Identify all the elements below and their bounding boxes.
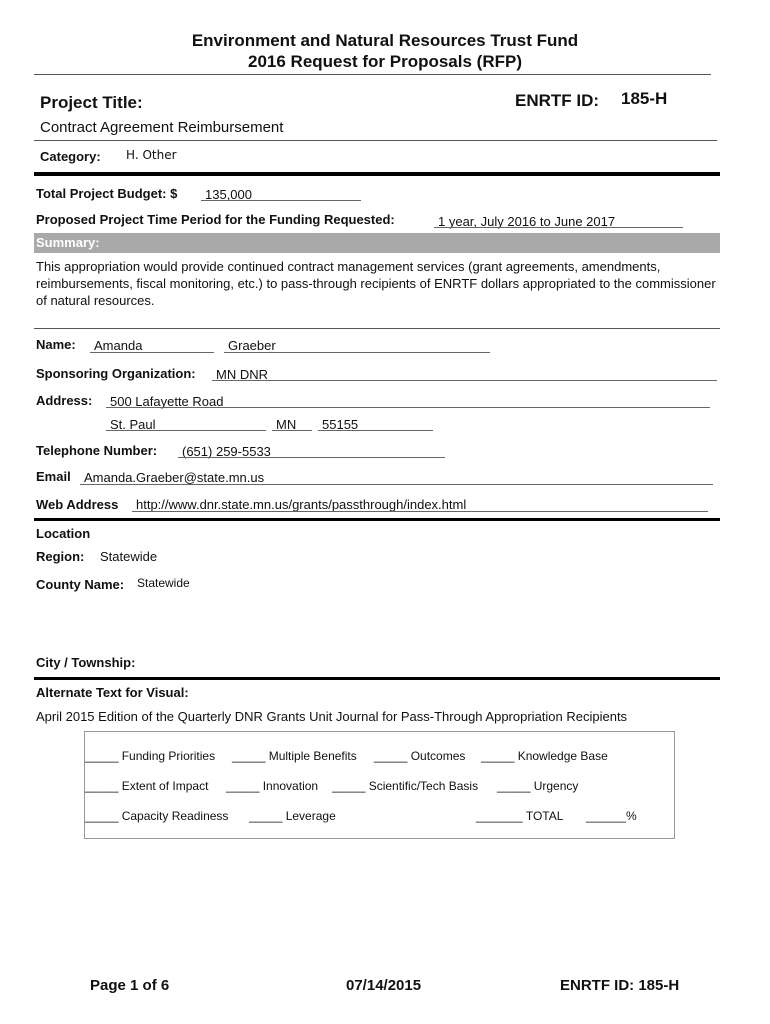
contact-thick-rule — [34, 518, 720, 521]
document-subtitle: 2016 Request for Proposals (RFP) — [248, 52, 522, 71]
period-value: 1 year, July 2016 to June 2017 — [438, 214, 616, 229]
last-name-underline — [224, 352, 490, 353]
summary-bar — [34, 233, 720, 253]
footer-page: Page 1 of 6 — [90, 977, 170, 994]
score-extent-of-impact: _____ Extent of Impact — [85, 779, 209, 793]
city-value: St. Paul — [110, 417, 156, 432]
email-label: Email — [36, 469, 71, 484]
score-innovation: _____ Innovation — [226, 779, 319, 793]
phone-label: Telephone Number: — [36, 443, 158, 458]
org-value: MN DNR — [216, 367, 268, 382]
visual-text: April 2015 Edition of the Quarterly DNR Grants Unit Journal for Pass-Through Appropriation Recipients — [36, 709, 628, 724]
region-value: Statewide — [100, 549, 158, 564]
score-leverage: _____ Leverage — [249, 809, 336, 823]
state-value: MN — [276, 417, 297, 432]
summary-text: This appropriation would provide continued contract management services (grant agreements, amendments, reimbursements, fiscal monitoring, etc.) to pass-through recipients of ENRTF dollars appropriated to the commissioner of natural resources. — [36, 259, 716, 308]
address-label: Address: — [36, 393, 93, 408]
org-underline — [212, 380, 717, 381]
street-value: 500 Lafayette Road — [110, 394, 224, 409]
email-value: Amanda.Graeber@state.mn.us — [84, 470, 265, 485]
category-label: Category: — [40, 149, 101, 164]
zip-underline — [318, 430, 433, 431]
budget-label: Total Project Budget: $ — [36, 186, 178, 201]
name-label: Name: — [36, 337, 76, 352]
category-thick-rule — [34, 172, 720, 176]
document-title: Environment and Natural Resources Trust Fund — [191, 31, 579, 50]
region-label: Region: — [36, 549, 85, 564]
score-total: _______ TOTAL — [476, 809, 564, 823]
location-heading: Location — [36, 526, 91, 541]
web-label: Web Address — [36, 497, 119, 512]
score-outcomes: _____ Outcomes — [374, 749, 466, 763]
score-knowledge-base: _____ Knowledge Base — [481, 749, 608, 763]
header-rule — [34, 74, 711, 75]
zip-value: 55155 — [322, 417, 359, 432]
city-underline — [106, 430, 266, 431]
county-label: County Name: — [36, 577, 125, 592]
project-title-value: Contract Agreement Reimbursement — [40, 119, 284, 136]
enrtf-id-label: ENRTF ID: — [515, 91, 600, 110]
email-underline — [80, 484, 713, 485]
footer-date: 07/14/2015 — [346, 977, 422, 994]
web-value: http://www.dnr.state.mn.us/grants/passthrough/index.html — [136, 497, 467, 512]
phone-value: (651) 259-5533 — [182, 444, 271, 459]
project-title-label: Project Title: — [40, 93, 143, 112]
org-label: Sponsoring Organization: — [36, 366, 196, 381]
score-funding-priorities: _____ Funding Priorities — [85, 749, 216, 763]
budget-underline — [201, 200, 361, 201]
budget-value: 135,000 — [205, 187, 252, 202]
street-underline — [106, 407, 710, 408]
summary-label: Summary: — [36, 235, 100, 250]
web-underline — [132, 511, 708, 512]
location-thick-rule — [34, 677, 720, 680]
score-capacity-readiness: _____ Capacity Readiness — [85, 809, 229, 823]
visual-label: Alternate Text for Visual: — [36, 685, 189, 700]
county-value: Statewide — [137, 576, 190, 590]
enrtf-id-value: 185-H — [621, 89, 668, 108]
first-name-underline — [90, 352, 214, 353]
last-name-value: Graeber — [228, 338, 276, 353]
state-underline — [272, 430, 312, 431]
footer-enrtf-id: ENRTF ID: 185-H — [560, 977, 680, 994]
city-township-label: City / Township: — [36, 655, 136, 670]
title-rule — [34, 140, 717, 141]
score-multiple-benefits: _____ Multiple Benefits — [232, 749, 357, 763]
summary-rule — [34, 328, 720, 329]
period-underline — [434, 227, 683, 228]
first-name-value: Amanda — [94, 338, 143, 353]
period-label: Proposed Project Time Period for the Funding Requested: — [36, 212, 395, 227]
score-percent: ______% — [586, 809, 637, 823]
category-value: H. Other — [126, 148, 177, 162]
score-urgency: _____ Urgency — [497, 779, 579, 793]
phone-underline — [178, 457, 445, 458]
score-scientific-tech-basis: _____ Scientific/Tech Basis — [332, 779, 479, 793]
